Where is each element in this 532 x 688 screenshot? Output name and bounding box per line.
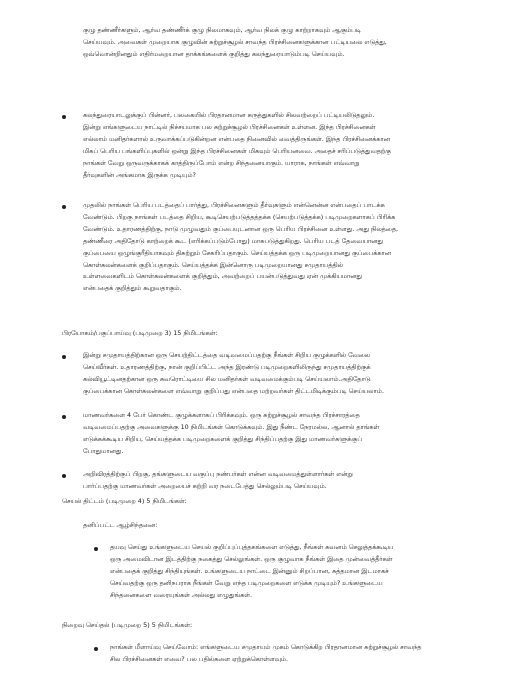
bullet-icon xyxy=(62,115,66,119)
bullet-paragraph xyxy=(83,469,508,493)
text-line: இன்று சமுதாயத்திற்கான ஒரு செயற்திட்டத்தை வடிவமைப்பதற்கு நீங்கள் சிறிய குழுக்களில் வேலை xyxy=(83,351,371,359)
text-line: உள்ளவைகளிடம் கொள்கலன்களைக் குறித்தும், அவற்றைப் பயன்படுத்துவது ஏன் முக்கியமானது xyxy=(83,272,363,281)
text-line: பார்ப்பதற்கு மாணவர்கள் அறையைச் சுற்றி வர நடைபேத்து செல்லும்படி செய்யவும். xyxy=(83,481,327,490)
text-line: நாங்கள் வேறு ஒருவருக்காகக் காத்திருப்போம் என்ற சிந்தனையாகும். யாராக, நாங்கள் எவ்வாறு xyxy=(83,158,360,167)
bullet-icon xyxy=(62,355,66,359)
text-line: கலந்துரையாடலுக்குப் பின்னர், பலகையில் பிரதானமான கருத்துகளில் சிலவற்றைப் பட்டியலிடுதலும். xyxy=(83,111,375,119)
text-line: செய்வீர்கள். உதாரணத்திற்கு, நான் குறிப்பிட்ட அந்த இரண்டு படிமுறைகளிலிருந்து சமுதாயத்திற்குக் xyxy=(83,362,371,371)
text-line: நாங்கள் மீளாய்வு செய்வோம்: எங்களுடைய சமுதாயம் முகம் கொடுக்கிற பிரதானமான சுற்றுச்சூழல் சாவந்த xyxy=(110,643,422,651)
text-line: முதலில் நாங்கள் பெரிய படத்தைப் பார்த்து, பிரச்சினைகளும் தீர்வுகளும் என்னென்ன என்பதைப் பாடக்க xyxy=(83,201,385,209)
bullet-paragraph xyxy=(110,642,510,666)
text-line: தயவு செய்து உங்களுடைய செயல் குறிப்புப்புத்தகங்களை எடுத்து, நீங்கள் கவனம் செலுத்தக்கூடிய xyxy=(110,543,394,551)
text-line: கொள்கலன்களைக் குறிப்பதாகும். செய்யத்தக்க இன்னொரு படிமுறையானது சமுதாயத்தில் xyxy=(83,260,343,269)
text-line: ஒரு அமைவிடான இடத்திற்கு நகைத்து செல்லுங்கள். ஒரு குழுவாக நீங்கள் இதை முன்வைத்தீர்கள் xyxy=(110,554,393,563)
text-line: குப்பையை ஒழுங்குரீதியாகவும் திசுற்றும் சேகரிப்பதாகும். செய்யத்தக்க ஒரு படிமுறையானது குப்பைக்கான xyxy=(83,248,391,257)
text-line: தண்ணீரை அதிதோடு காற்றைக் கூட (எரிக்கப்படும்போது) மாசுபடுத்துகிறது. பெரிய படத் தேவையானது xyxy=(83,236,384,245)
bullet-icon xyxy=(94,547,98,551)
bullet-icon xyxy=(62,205,66,209)
section-heading: பிரயோகம்/பகுப்பாய்வு (படிமுறை 3) 15 நிமிடங்கள்: xyxy=(62,329,218,337)
bullet-paragraph xyxy=(83,410,508,458)
section-heading: செயல் திட்டம் (படிமுறை 4) 5 நிமிடங்கள்: xyxy=(62,497,187,505)
bullet-paragraph xyxy=(83,350,508,398)
text-line: இன்று எங்களுடைய நாட்டில் நிச்சயமாக பல சுற்றுச்சூழல் பிரச்சினைகள் உள்ளன. இந்த பிரச்சினைகள் xyxy=(83,122,376,131)
text-line: குப்பைக்கான கொள்கலன்களை எவ்வாறு குறிப்பது என்பதை மற்றவர்கள் திட்டமிடிக்கும்படி செய்யலாம். xyxy=(83,386,384,395)
text-line: செய்வதற்கு ஒரு தனிநபராக நீங்கள் வேறு எந்த படிமுறைகளை எடுக்க முடியும்? உங்களுடைய xyxy=(110,578,383,587)
section-heading: நிறைவு செய்தல் (படிமுறை 5) 5 நிமிடங்கள்: xyxy=(62,621,193,629)
text-line: எடுக்கக்கூடிய சிறிய, செய்யத்தக்க படிமுறைகளைக் குறித்து சிந்திப்பதற்கு இது மாணவர்களுக்குப் xyxy=(83,434,362,443)
text-line: மிகப் பெரிய பங்களிப்புகளில் ஒன்று இந்த பிரச்சினைகள் மிகவும் பெரியனவை. அதைச் சரிப்படுத்துவதற்கு xyxy=(83,146,391,155)
text-line: செய்யவும். அவைகள் முறையாக குழுவின் சுற்றுச்சூழல் சாவந்த பிரச்சினைகளுக்கான பட்டியலை எடுத்து, xyxy=(83,37,387,46)
bullet-icon xyxy=(62,415,66,419)
text-line: என்பதைக் குறித்து சிந்தியுங்கள். உங்களுடைய நாட்டை இன்னும் சிறப்பான, சுத்தமான இடமாகச் xyxy=(110,566,389,575)
text-line: என்பதைக் குறித்தும் கூறுவதாகும். xyxy=(83,284,182,293)
bullet-icon xyxy=(94,647,98,651)
text-line: குழு தண்ணீர்களும், ஆர்வ தண்ணீர்க் குழு நிலமாகவும், ஆர்வ நிலக் குழு காற்றாகவும் ஆகும்படி xyxy=(83,26,361,34)
text-line: வடிவமைப்பதற்கு அவைகளுக்கு 10 நிமிடங்கள் கொடுக்கவும். இது நீண்ட நேரமல்ல, ஆனால் தாங்கள் xyxy=(83,422,380,431)
bullet-icon xyxy=(62,474,66,478)
text-line: சில பிரச்சினைகள் எவை? பல பதில்களை ஏற்றுக்கொள்ளவும். xyxy=(110,654,289,663)
bullet-paragraph xyxy=(83,200,508,295)
text-line: கல்வியூட்டினதற்கான ஒரு சுவரொட்டியை சில மனிதர்கள் வடிவமைக்கும்படி செய்யலாம்.அதிதோடு xyxy=(83,374,371,383)
text-line: வேண்டும். உதாரணத்திற்கு, நாடு முழுவதும் குப்பையுடனான ஒரு பெரிய பிரச்சினை உள்ளது. அது நிலத்தை, xyxy=(83,224,399,233)
text-line: அறிவிரத்திற்குப் பிறகு, தங்களுடைய வகுப்பு நண்பர்கள் என்ன வடிவமைத்துள்ளார்கள் என்று xyxy=(83,470,353,478)
text-line: சிந்தனைகளை வரையுங்கள் அல்லது எழுதுங்கள். xyxy=(110,590,252,599)
text-line: தீர்வுகளின் அங்கமாக இருக்க முடியும்? xyxy=(83,170,196,179)
text-line: எல்லாம் மனிதர்களால் உருவாக்கப்படுகின்றன என்பதை நினைவில் வைத்திருங்கள். இந்த பிரச்சினைக்கான xyxy=(83,134,390,143)
section-subheading: தனிப்பட்ட ஆழ்சிந்தனை: xyxy=(83,521,158,529)
bullet-paragraph xyxy=(83,110,508,181)
text-line: மாணவர்களை 4 பேர் கொண்ட குழுக்களாகப் பிரிக்கவும். ஒரு சுற்றுச்சூழல் சாவந்த பிரச்சாரத்தை xyxy=(83,411,360,419)
bullet-paragraph xyxy=(110,542,510,602)
text-line: போதுமானது. xyxy=(83,446,124,455)
intro-paragraph xyxy=(83,25,503,61)
text-line: வேண்டும். பிறகு நாங்கள் படத்தை சிறிய, கூடிசெயற்படுத்தத்தக்க (செயற்படுத்தக்க) படிமுறைகளாகப் பிரிக்க xyxy=(83,212,396,221)
text-line: ஒவ்வொன்றினதும் எதிர்மறையான தாக்கங்களைக் குறித்து கலந்துரையாடும்படி செய்யவும். xyxy=(83,49,345,58)
